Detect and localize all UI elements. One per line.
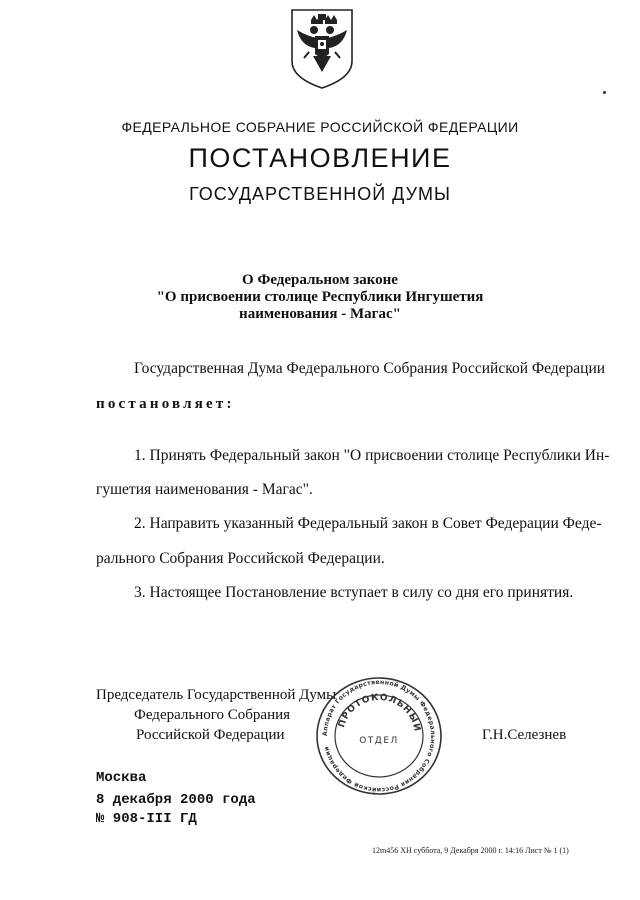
round-seal-stamp xyxy=(314,675,444,797)
resolves-word: постановляет: xyxy=(96,396,235,412)
signer-position-line-3: Российской Федерации xyxy=(136,727,285,743)
document-title: ПОСТАНОВЛЕНИЕ xyxy=(188,143,452,173)
city: Москва xyxy=(96,770,147,786)
signer-position-line-2: Федерального Собрания xyxy=(134,707,291,723)
document-number: № 908-III ГД xyxy=(96,811,197,827)
svg-text:ОТДЕЛ: ОТДЕЛ xyxy=(359,736,399,746)
subject-line-2: "О присвоении столице Республики Ингушетия xyxy=(156,289,484,305)
preamble-text: Государственная Дума Федерального Собрания Российской Федерации xyxy=(134,360,606,377)
item-1-line-1: 1. Принять Федеральный закон "О присвоении столице Республики Ин- xyxy=(134,447,610,464)
organization-name: ФЕДЕРАЛЬНОЕ СОБРАНИЕ РОССИЙСКОЙ ФЕДЕРАЦИИ xyxy=(121,119,519,135)
document-issuer: ГОСУДАРСТВЕННОЙ ДУМЫ xyxy=(189,184,451,204)
item-1-line-2: гушетия наименования - Магас". xyxy=(96,481,313,498)
page-mark xyxy=(603,91,606,94)
item-2-line-2: рального Собрания Российской Федерации. xyxy=(96,550,385,567)
subject-line-3: наименования - Магас" xyxy=(239,306,401,322)
subject-line-1: О Федеральном законе xyxy=(242,272,398,288)
coat-of-arms-icon xyxy=(287,6,357,90)
svg-text:ПРОТОКОЛЬНЫЙ: ПРОТОКОЛЬНЫЙ xyxy=(337,692,422,734)
item-3: 3. Настоящее Постановление вступает в силу со дня его принятия. xyxy=(134,584,574,601)
signer-name: Г.Н.Селезнев xyxy=(482,727,567,743)
document-date: 8 декабря 2000 года xyxy=(96,792,256,808)
signer-position-line-1: Председатель Государственной Думы xyxy=(96,687,337,703)
item-2-line-1: 2. Направить указанный Федеральный закон в Совет Федерации Феде- xyxy=(134,515,602,532)
print-footer: 12m456 ХН суббота, 9 Декабря 2000 г. 14:16 Лист № 1 (1) xyxy=(372,846,569,855)
svg-text:Аппарат Государственной Думы Ф: Аппарат Государственной Думы Федерального Собрания Российской Федерации xyxy=(321,678,437,794)
